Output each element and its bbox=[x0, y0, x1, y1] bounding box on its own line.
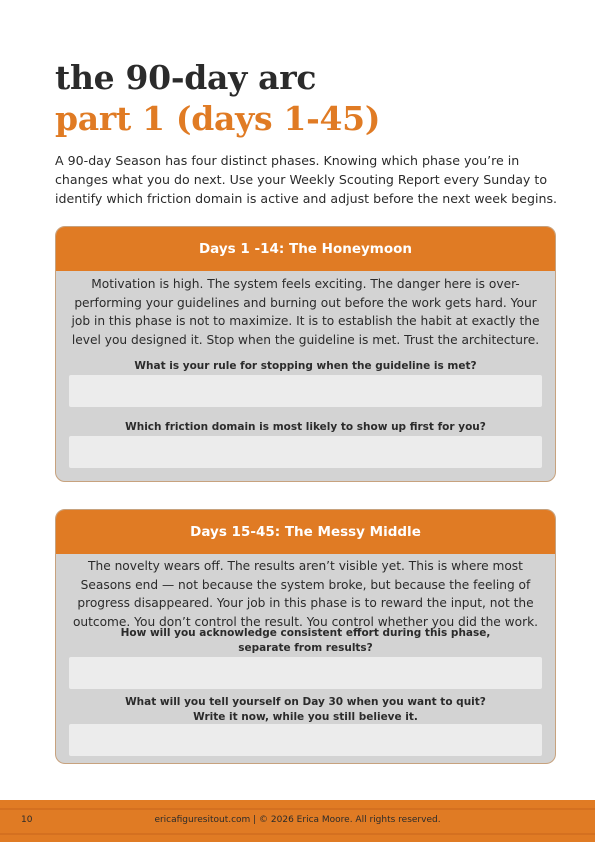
footer-stripe bbox=[0, 833, 595, 835]
answer-field[interactable] bbox=[69, 724, 542, 756]
phase-card-title: Days 15-45: The Messy Middle bbox=[56, 510, 555, 554]
answer-field[interactable] bbox=[69, 375, 542, 407]
answer-field[interactable] bbox=[69, 657, 542, 689]
page-title: the 90-day arc bbox=[55, 58, 317, 97]
page-subtitle: part 1 (days 1-45) bbox=[55, 99, 381, 138]
answer-field[interactable] bbox=[69, 436, 542, 468]
page-number: 10 bbox=[21, 815, 33, 825]
footer-stripe bbox=[0, 808, 595, 810]
phase-card-title: Days 1 -14: The Honeymoon bbox=[56, 227, 555, 271]
reflection-question: What will you tell yourself on Day 30 when you want to quit? Write it now, while you still believe it. bbox=[125, 696, 486, 723]
phase-card-description: Motivation is high. The system feels exciting. The danger here is over-performing your guidelines and burning out before the work gets hard. Your job in this phase is not to maximize. It is to establish the habit at exactly the level you designed it. Stop when the guideline is met. Trust the architecture. bbox=[71, 277, 540, 347]
intro-paragraph: A 90-day Season has four distinct phases. Knowing which phase you’re in changes what you do next. Use your Weekly Scouting Report every Sunday to identify which friction domain is active and adjust before the next week begins. bbox=[55, 153, 558, 206]
phase-card-description: The novelty wears off. The results aren’t visible yet. This is where most Seasons end — not because the system broke, but because the feeling of progress disappeared. Your job in this phase is to reward the input, not the outcome. You don’t control the result. You control whether you did the work. bbox=[72, 559, 539, 629]
reflection-question: What is your rule for stopping when the guideline is met? bbox=[134, 360, 477, 372]
reflection-question: Which friction domain is most likely to show up first for you? bbox=[125, 421, 486, 433]
copyright-text: ericafiguresitout.com | © 2026 Erica Moore. All rights reserved. bbox=[154, 815, 441, 825]
reflection-question: How will you acknowledge consistent effort during this phase, separate from results? bbox=[120, 627, 491, 654]
page-footer bbox=[0, 800, 595, 842]
phase-card-honeymoon bbox=[55, 226, 556, 482]
phase-card-messy-middle bbox=[55, 509, 556, 764]
